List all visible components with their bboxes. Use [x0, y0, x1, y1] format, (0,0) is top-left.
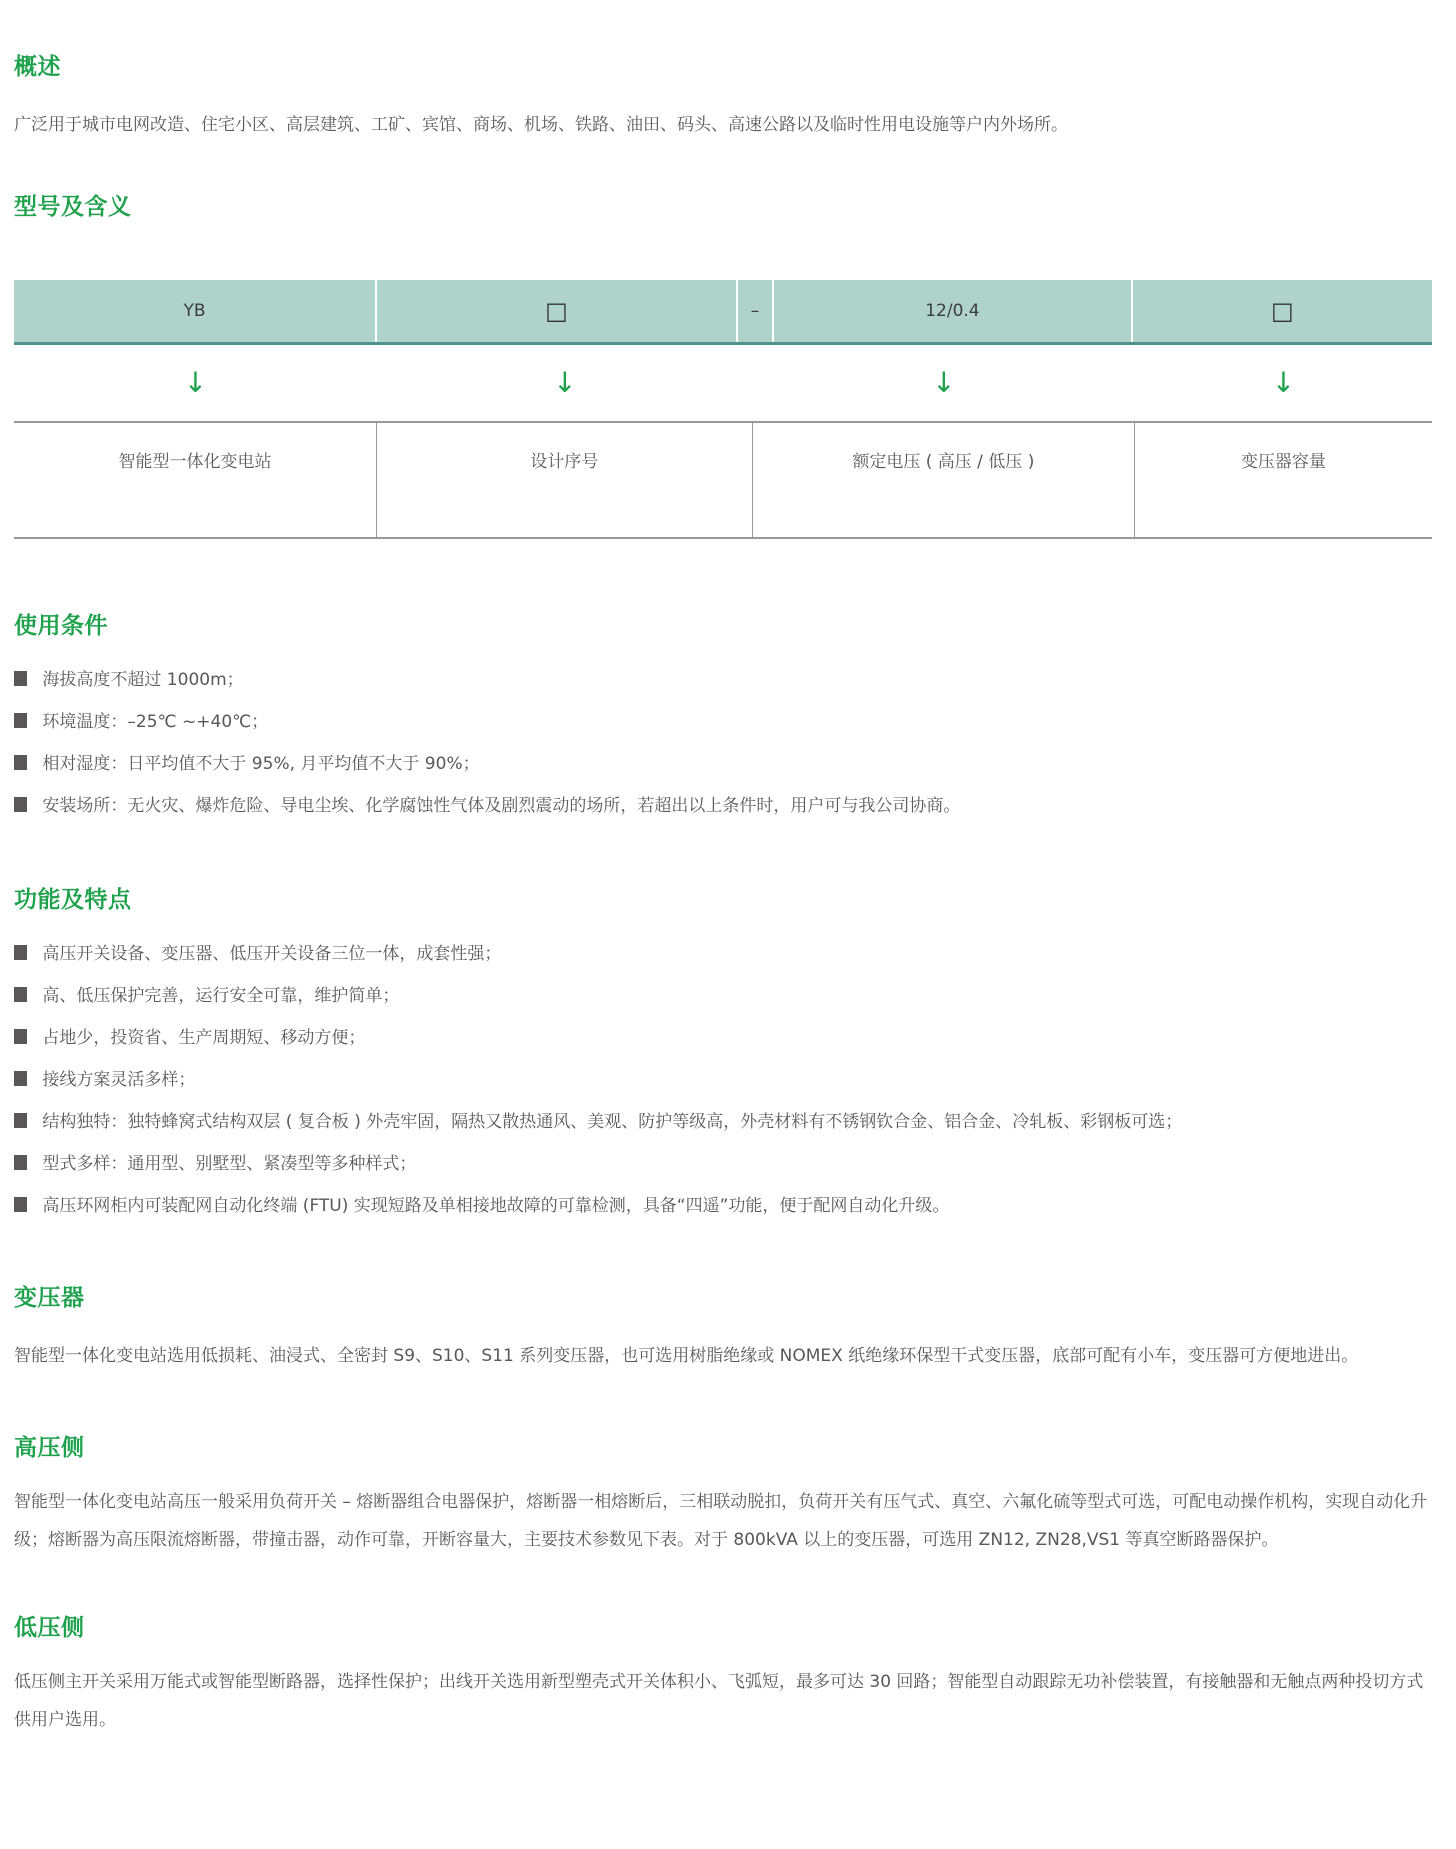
down-arrow-icon: ↓ [932, 366, 956, 399]
model-code-cell-dash: – [738, 280, 774, 342]
feature-item-text: 占地少，投资省、生产周期短、移动方便； [42, 1028, 366, 1048]
feature-item [14, 1109, 1432, 1135]
arrow-cell [1135, 366, 1432, 399]
transformer-text: 智能型一体化变电站选用低损耗、油浸式、全密封 S9、S10、S11 系列变压器，也可选用树脂绝缘或 NOMEX 纸绝缘环保型干式变压器，底部可配有小车，变压器可方便地进出。 [14, 1346, 1359, 1366]
down-arrow-icon: ↓ [1271, 366, 1296, 399]
down-arrow-icon: ↓ [183, 366, 208, 399]
overview-text: 广泛用于城市电网改造、住宅小区、高层建筑、工矿、宾馆、商场、机场、铁路、油田、码头、高速公路以及临时性用电设施等户内外场所。 [14, 115, 1068, 135]
arrow-cell [753, 366, 1135, 399]
features-title: 功能及特点 [14, 887, 132, 913]
bullet-square-icon [14, 1155, 27, 1170]
feature-item [14, 983, 1432, 1009]
bullet-square-icon [14, 671, 27, 686]
condition-item-text: 相对湿度：日平均值不大于 95%, 月平均值不大于 90%； [42, 754, 480, 774]
model-code-cell-capacity-box: □ [1271, 297, 1294, 325]
section-features [14, 885, 1432, 1219]
bullet-square-icon [14, 987, 27, 1002]
feature-item [14, 1151, 1432, 1177]
high-voltage-text: 智能型一体化变电站高压一般采用负荷开关 – 熔断器组合电器保护，熔断器一相熔断后，三相联动脱扣，负荷开关有压气式、真空、六氟化硫等型式可选，可配电动操作机构，实现自动化升级；熔断器为高压限流熔断器，带撞击器，动作可靠，开断容量大，主要技术参数见下表。对于 800kVA 以上的变压器，可选用 ZN12, ZN28,VS1 等真空断路器保护。 [14, 1492, 1428, 1550]
condition-item [14, 667, 1432, 693]
bullet-square-icon [14, 945, 27, 960]
overview-title: 概述 [14, 54, 61, 80]
bullet-square-icon [14, 755, 27, 770]
bullet-square-icon [14, 1071, 27, 1086]
section-low-voltage-side [14, 1613, 1432, 1739]
high-voltage-title: 高压侧 [14, 1435, 85, 1461]
condition-item-text: 海拔高度不超过 1000m； [42, 670, 244, 690]
feature-item [14, 941, 1432, 967]
usage-conditions-list [14, 667, 1432, 819]
feature-item [14, 1193, 1432, 1219]
transformer-title: 变压器 [14, 1285, 85, 1311]
model-desc-design-number: 设计序号 [377, 423, 753, 537]
model-desc-station: 智能型一体化变电站 [14, 423, 377, 537]
feature-item [14, 1025, 1432, 1051]
low-voltage-text: 低压侧主开关采用万能式或智能型断路器，选择性保护；出线开关选用新型塑壳式开关体积小、飞弧短，最多可达 30 回路；智能型自动跟踪无功补偿装置，有接触器和无触点两种投切方式供用户选用。 [14, 1672, 1424, 1730]
model-desc-capacity: 变压器容量 [1240, 452, 1326, 472]
feature-item-text: 高、低压保护完善，运行安全可靠，维护简单； [42, 986, 400, 1006]
model-code-cell-design-box: □ [377, 280, 738, 342]
low-voltage-title: 低压侧 [14, 1615, 85, 1641]
section-high-voltage-side [14, 1433, 1432, 1559]
model-desc-rated-voltage: 额定电压 ( 高压 / 低压 ) [753, 423, 1135, 537]
bullet-square-icon [14, 797, 27, 812]
arrow-cell [14, 366, 377, 399]
arrow-cell [377, 366, 753, 399]
condition-item [14, 751, 1432, 777]
model-description-row [14, 421, 1432, 539]
section-overview [14, 52, 1432, 144]
model-code-cell-series: YB [14, 280, 377, 342]
bullet-square-icon [14, 1197, 27, 1212]
feature-item [14, 1067, 1432, 1093]
down-arrow-icon: ↓ [553, 366, 577, 399]
feature-item-text: 高压开关设备、变压器、低压开关设备三位一体，成套性强； [42, 944, 502, 964]
bullet-square-icon [14, 713, 27, 728]
feature-item-text: 结构独特：独特蜂窝式结构双层 ( 复合板 ) 外壳牢固，隔热又散热通风、美观、防护等级高，外壳材料有不锈钢钦合金、铝合金、冷轧板、彩钢板可选； [42, 1112, 1183, 1132]
feature-item-text: 接线方案灵活多样； [42, 1070, 196, 1090]
model-code-cell-voltage: 12/0.4 [774, 280, 1133, 342]
features-list [14, 941, 1432, 1219]
feature-item-text: 型式多样：通用型、别墅型、紧凑型等多种样式； [42, 1154, 417, 1174]
model-code-header-row [14, 280, 1432, 345]
feature-item-text: 高压环网柜内可装配网自动化终端 (FTU) 实现短路及单相接地故障的可靠检测，具备“四遥”功能，便于配网自动化升级。 [42, 1196, 950, 1216]
condition-item [14, 709, 1432, 735]
section-model-meaning [14, 192, 1432, 539]
bullet-square-icon [14, 1029, 27, 1044]
section-usage-conditions [14, 611, 1432, 819]
usage-conditions-title: 使用条件 [14, 613, 108, 639]
section-transformer [14, 1283, 1432, 1375]
bullet-square-icon [14, 1113, 27, 1128]
condition-item [14, 793, 1432, 819]
condition-item-text: 环境温度：–25℃ ~+40℃； [42, 712, 269, 732]
model-arrow-row [14, 345, 1432, 421]
condition-item-text: 安装场所：无火灾、爆炸危险、导电尘埃、化学腐蚀性气体及剧烈震动的场所，若超出以上条件时，用户可与我公司协商。 [42, 796, 961, 816]
model-meaning-title: 型号及含义 [14, 194, 132, 220]
